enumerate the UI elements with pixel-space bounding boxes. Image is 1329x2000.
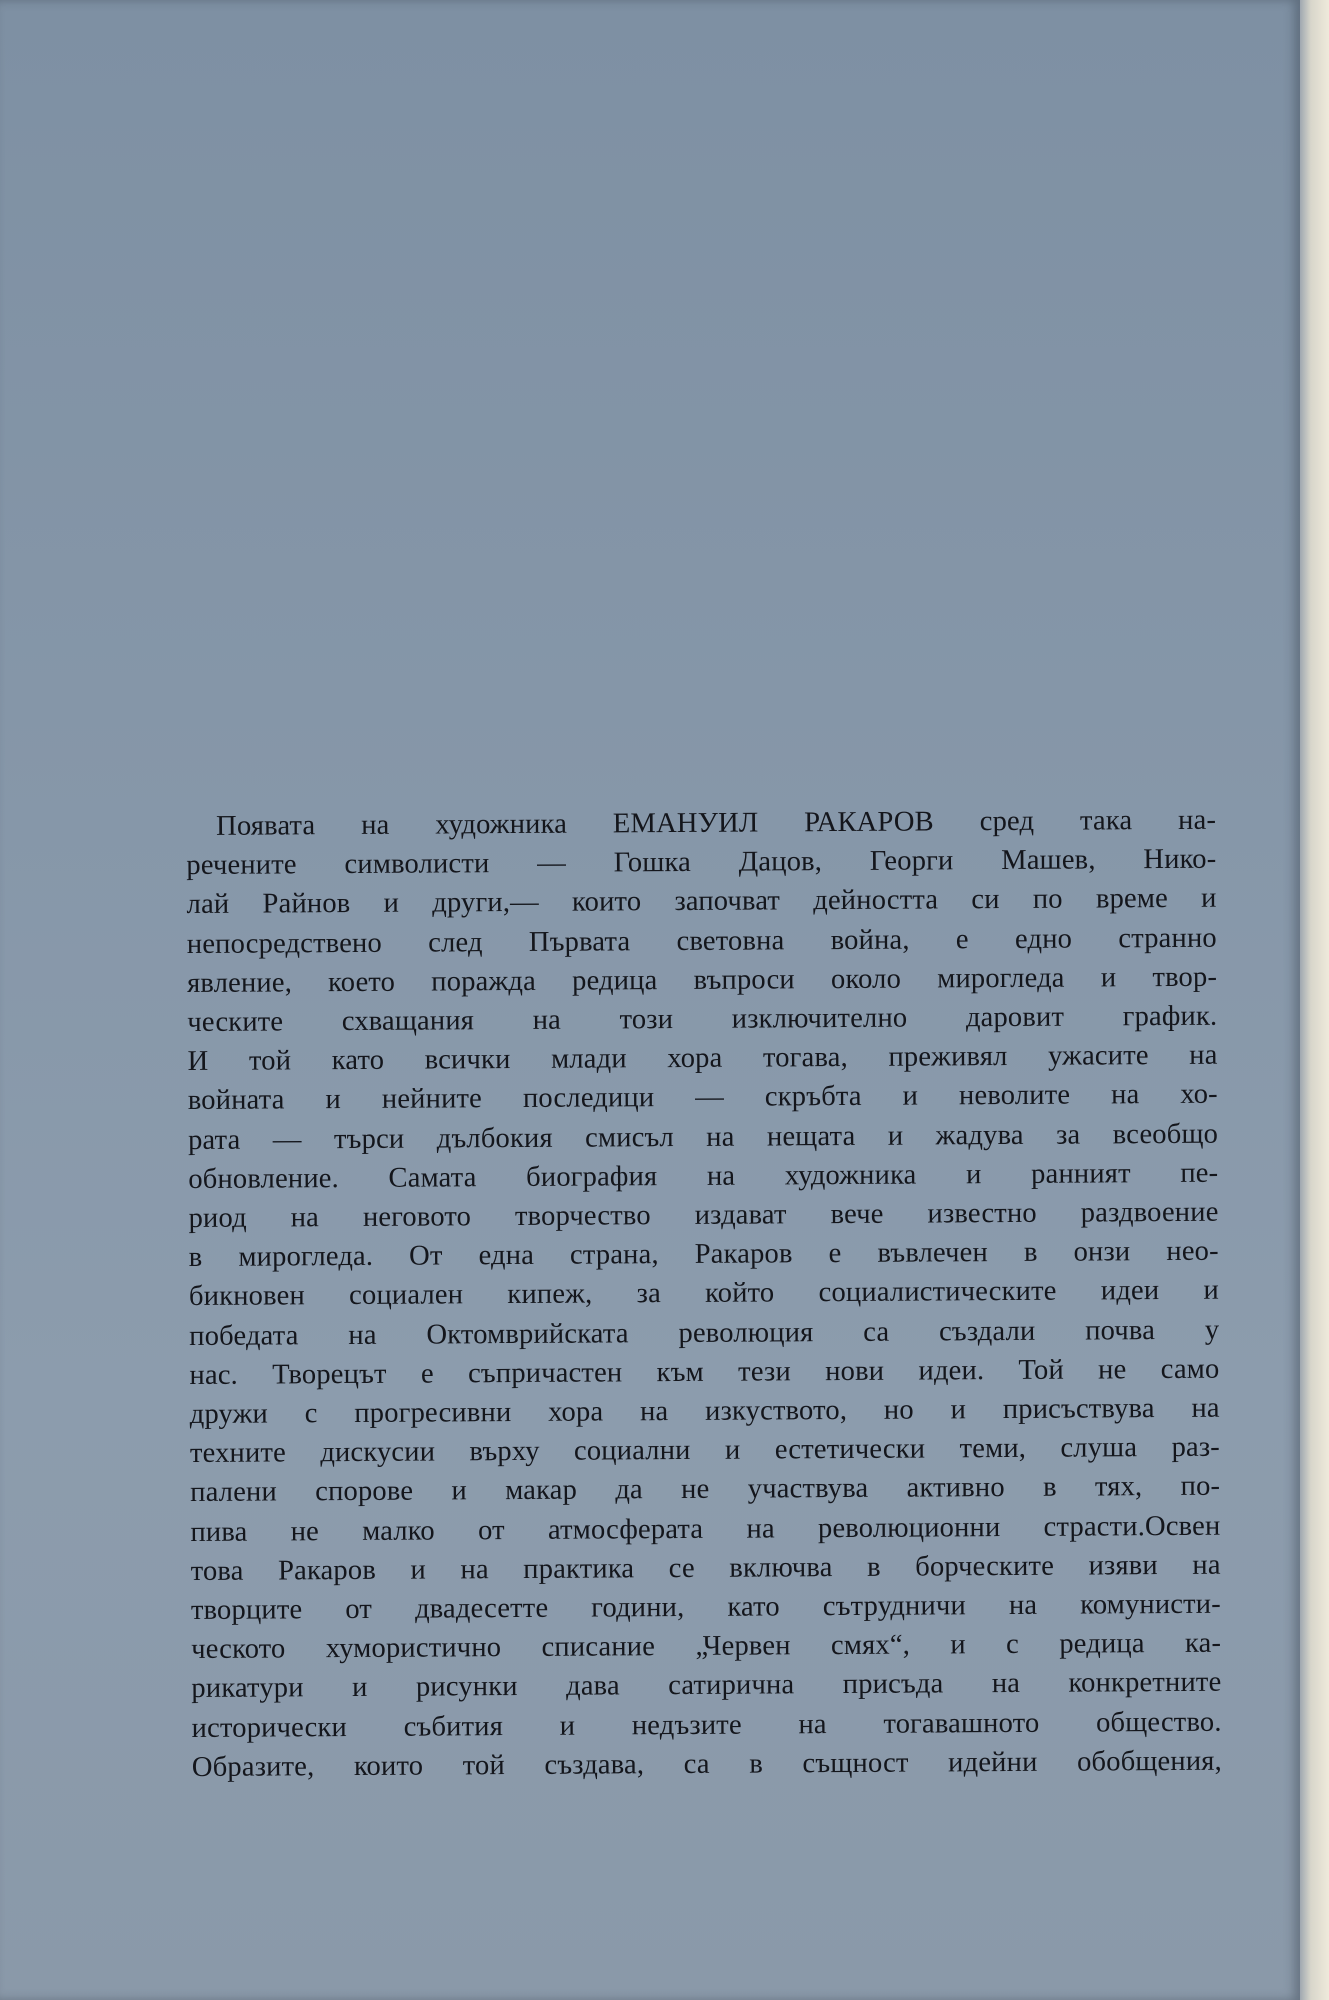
text-line: речените символисти — Гошка Дацов, Георги Машев, Нико-: [186, 843, 1217, 882]
text-line: ческото хумористично списание „Червен смях“, и с редица ка-: [191, 1627, 1222, 1666]
text-line: в мирогледа. От една страна, Ракаров е въвлечен в онзи нео-: [188, 1235, 1219, 1274]
text-line: Появата на художника ЕМАНУИЛ РАКАРОВ сред така на-: [216, 804, 1217, 842]
show-through-text: [142, 0, 1268, 802]
text-line: риод на неговото творчество издават вече известно раздвоение: [188, 1196, 1219, 1235]
text-line: И той като всички млади хора тогава, преживял ужасите на: [187, 1039, 1218, 1078]
text-line: нас. Творецът е съпричастен към тези нови идеи. Той не само: [189, 1353, 1220, 1391]
text-line: дружи с прогресивни хора на изкуството, но и присъствува на: [189, 1392, 1220, 1431]
main-paragraph: [186, 801, 1222, 1787]
text-line: бикновен социален кипеж, за който социалистическите идеи и: [188, 1275, 1220, 1313]
text-line: войната и нейните последици — скръбта и неволите на хо-: [187, 1079, 1218, 1117]
text-line: обновление. Самата биография на художника и ранният пе-: [188, 1157, 1219, 1195]
text-line: рикатури и рисунки дава сатирична присъда на конкретните: [191, 1667, 1222, 1705]
text-line: творците от двадесетте години, като сътрудничи на комунисти-: [190, 1588, 1221, 1627]
text-line: исторически събития и недъзите на тогавашното общество.: [191, 1706, 1222, 1744]
text-line: непосредствено след Първата световна война, е едно странно: [186, 922, 1217, 960]
text-line: палени спорове и макар да не участвува активно в тях, по-: [190, 1471, 1221, 1509]
text-line: това Ракаров и на практика се включва в борческите изяви на: [190, 1549, 1221, 1587]
page-edge: [1299, 0, 1329, 2000]
text-line: победата на Октомврийската революция са създали почва у: [189, 1314, 1220, 1352]
text-line: рата — търси дълбокия смисъл на нещата и жадува за всеобщо: [187, 1118, 1219, 1156]
text-line: ческите схващания на този изключително даровит график.: [187, 1000, 1218, 1039]
text-line: лай Райнов и други,— които започват дейността си по време и: [186, 883, 1217, 921]
text-line: Образите, които той създава, са в същност идейни обобщения,: [191, 1745, 1222, 1783]
text-line: явление, което поражда редица въпроси около мирогледа и твор-: [186, 961, 1218, 999]
left-margin-bleed: [0, 800, 60, 920]
text-line: техните дискусии върху социални и естетически теми, слуша раз-: [189, 1431, 1221, 1470]
text-line: пива не малко от атмосферата на революционни страсти.Освен: [190, 1510, 1221, 1548]
